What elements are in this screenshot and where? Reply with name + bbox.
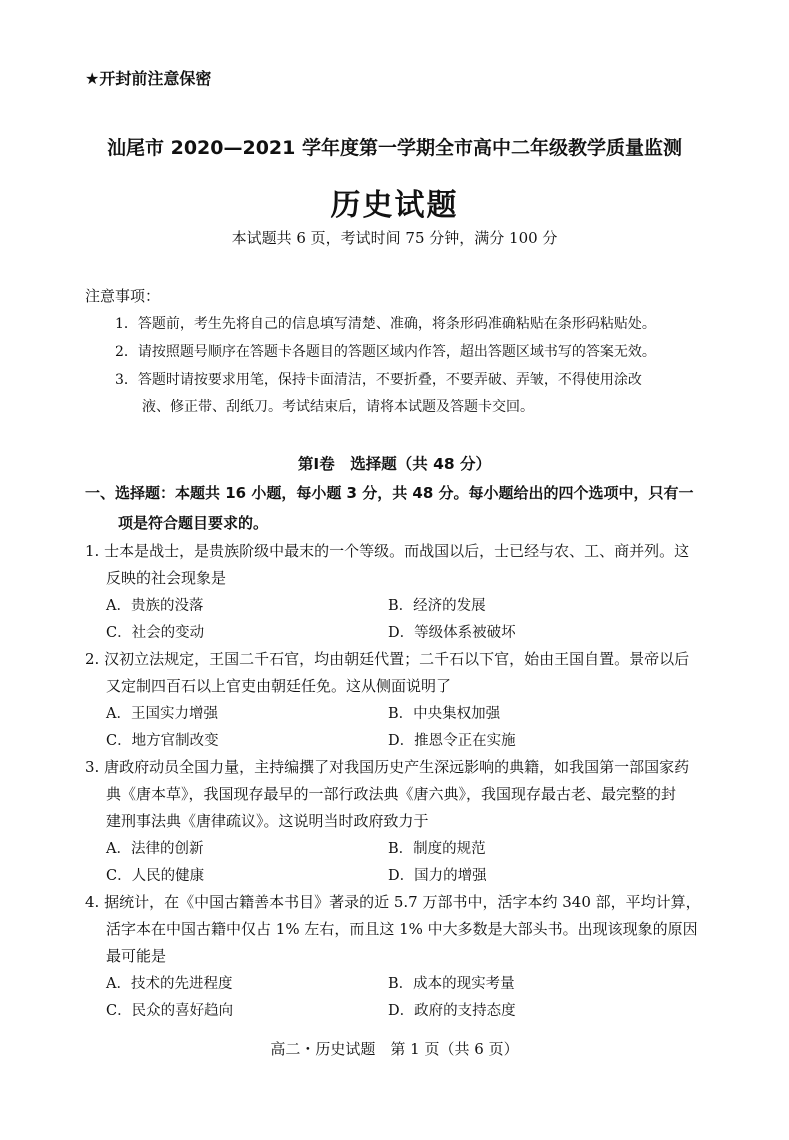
question-2-option-c: C．地方官制改变	[106, 733, 219, 749]
section-instruction-cont: 项是符合题目要求的。	[118, 514, 269, 532]
question-1-option-d: D．等级体系被破坏	[388, 625, 516, 641]
question-3-text-cont-2: 建刑事法典《唐律疏议》。这说明当时政府致力于	[106, 812, 429, 830]
exam-info: 本试题共 6 页，考试时间 75 分钟，满分 100 分	[231, 229, 558, 247]
question-3-option-b: B．制度的规范	[388, 841, 486, 857]
question-3-option-a: A．法律的创新	[106, 841, 204, 857]
question-4-option-b: B．成本的现实考量	[388, 976, 515, 992]
notice-item-2: 2．请按照题号顺序在答题卡各题目的答题区域内作答，超出答题区域书写的答案无效。	[115, 344, 656, 360]
question-4-option-d: D．政府的支持态度	[388, 1003, 516, 1019]
question-3-text-cont-1: 典《唐本草》，我国现存最早的一部行政法典《唐六典》，我国现存最古老、最完整的封	[106, 785, 677, 803]
question-1-text-cont: 反映的社会现象是	[106, 569, 227, 587]
question-2-option-d: D．推恩令正在实施	[388, 733, 516, 749]
question-2-option-b: B．中央集权加强	[388, 706, 501, 722]
notice-item-3-cont: 液、修正带、刮纸刀。考试结束后，请将本试题及答题卡交回。	[142, 399, 534, 415]
confidential-note: ★开封前注意保密	[85, 69, 212, 88]
notice-item-1: 1．答题前，考生先将自己的信息填写清楚、准确，将条形码准确粘贴在条形码粘贴处。	[115, 316, 656, 332]
question-4-option-a: A．技术的先进程度	[106, 976, 233, 992]
question-4-text: 4. 据统计，在《中国古籍善本书目》著录的近 5.7 万部书中，活字本约 340 部，平均计算，	[85, 893, 701, 911]
question-2-text: 2. 汉初立法规定，王国二千石官，均由朝廷代置；二千石以下官，始由王国自置。景帝以后	[85, 650, 690, 668]
question-2-text-cont: 又定制四百石以上官吏由朝廷任免。这从侧面说明了	[106, 677, 452, 695]
question-1-option-c: C．社会的变动	[106, 625, 205, 641]
page-footer: 高二・历史试题 第 1 页（共 6 页）	[270, 1040, 519, 1058]
question-3-option-d: D．国力的增强	[388, 868, 487, 884]
question-4-text-cont-2: 最可能是	[106, 947, 167, 965]
page-title: 历史试题	[330, 188, 459, 223]
question-1-option-a: A．贵族的没落	[106, 598, 204, 614]
question-3-option-c: C．人民的健康	[106, 868, 205, 884]
notice-item-3: 3．答题时请按要求用笔，保持卡面清洁，不要折叠，不要弄破、弄皱，不得使用涂改	[115, 372, 642, 388]
question-1-option-b: B．经济的发展	[388, 598, 486, 614]
part-title: 第Ⅰ卷 选择题（共 48 分）	[297, 455, 492, 473]
question-4-text-cont-1: 活字本在中国古籍中仅占 1% 左右，而且这 1% 中大多数是大部头书。出现该现象的原因	[106, 920, 698, 938]
notice-title: 注意事项：	[85, 287, 161, 305]
section-instruction: 一、选择题：本题共 16 小题，每小题 3 分，共 48 分。每小题给出的四个选项中，只有一	[85, 484, 694, 502]
exam-header: 汕尾市 2020—2021 学年度第一学期全市高中二年级教学质量监测	[107, 137, 682, 159]
question-2-option-a: A．王国实力增强	[106, 706, 218, 722]
question-1-text: 1. 士本是战士，是贵族阶级中最末的一个等级。而战国以后，士已经与农、工、商并列。这	[85, 542, 690, 560]
question-4-option-c: C．民众的喜好趋向	[106, 1003, 234, 1019]
question-3-text: 3. 唐政府动员全国力量，主持编撰了对我国历史产生深远影响的典籍，如我国第一部国家药	[85, 758, 690, 776]
